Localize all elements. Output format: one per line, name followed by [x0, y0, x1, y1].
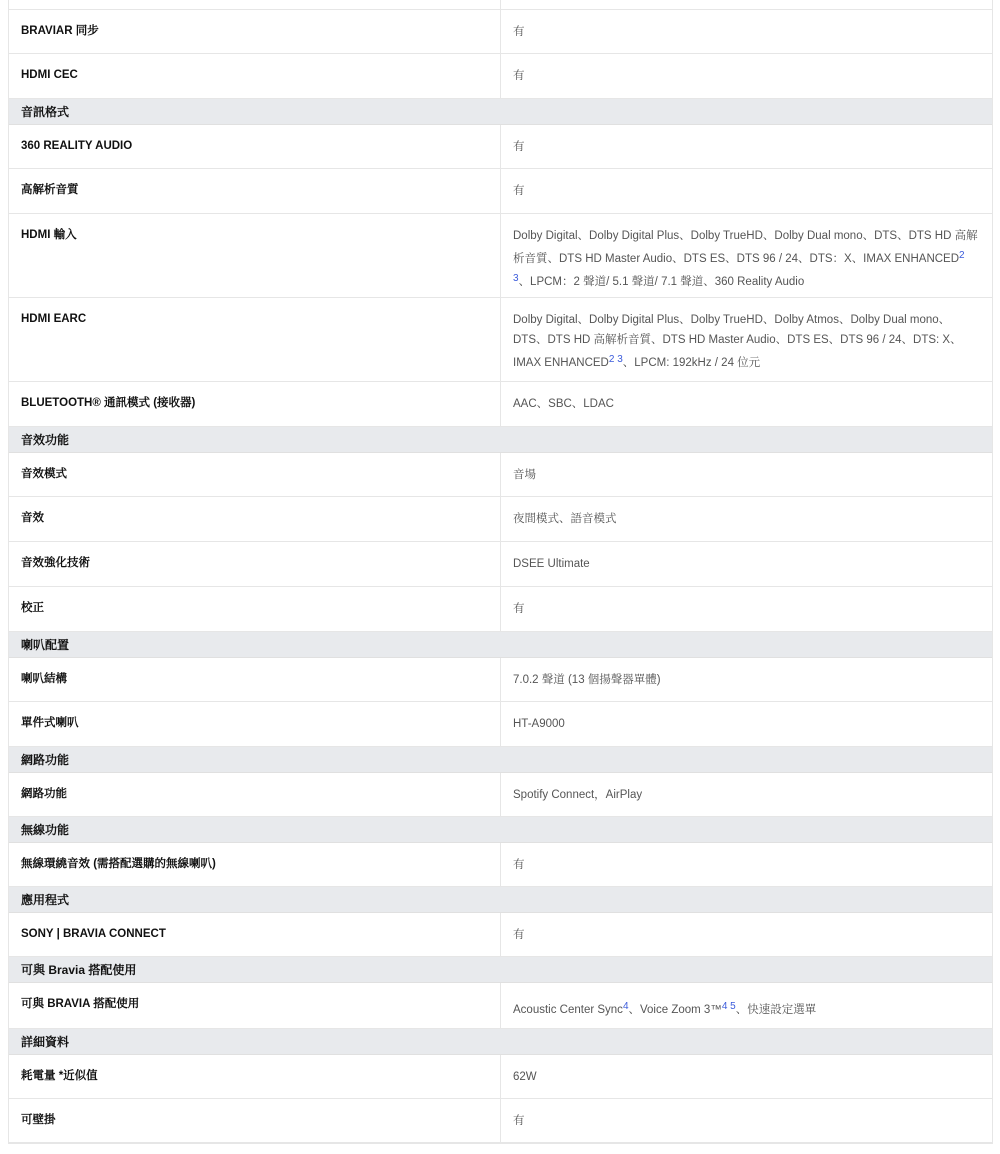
table-row [9, 54, 992, 99]
section-header: 音效功能 [9, 427, 992, 453]
row-value: DSEE Ultimate [513, 558, 590, 570]
row-label: 無線環繞音效 (需搭配選購的無線喇叭) [9, 843, 501, 886]
table-row [9, 298, 992, 382]
row-label: BLUETOOTH® 通訊模式 (接收器) [9, 382, 501, 426]
row-label: 360 REALITY AUDIO [9, 125, 501, 168]
row-value: Spotify Connect，AirPlay [513, 789, 643, 801]
section-header: 喇叭配置 [9, 632, 992, 658]
section-header: 音訊格式 [9, 99, 992, 125]
row-label: HDMI 輸入 [9, 214, 501, 297]
table-row [9, 983, 992, 1029]
row-label: 喇叭結構 [9, 658, 501, 701]
table-row [9, 542, 992, 587]
table-row [9, 702, 992, 747]
section-header: 網路功能 [9, 747, 992, 773]
row-label: HDMI CEC [9, 54, 501, 98]
row-value: 有 [513, 26, 525, 38]
row-label: 高解析音質 [9, 169, 501, 213]
row-value: Dolby Digital、Dolby Digital Plus、Dolby TrueHD、Dolby Atmos、Dolby Dual mono、DTS、DTS HD 高解析音質、DTS HD Master Audio、DTS ES、DTS 96 / 24、DTS: X、IMAX $ENHANCED^{2 3}$、LPCM: 192kHz / 24 位元 [513, 314, 962, 369]
table-row [9, 658, 992, 702]
row-label: 音效強化技術 [9, 542, 501, 586]
footnote-link[interactable]: 2 3 [608, 354, 623, 365]
table-row [9, 913, 992, 957]
row-value: 62W [513, 1071, 537, 1083]
row-label: 單件式喇叭 [9, 702, 501, 746]
row-label: 可壁掛 [9, 1099, 501, 1142]
row-value: 有 [513, 141, 525, 153]
table-row [9, 169, 992, 214]
section-header: 詳細資料 [9, 1029, 992, 1055]
row-value: 有 [513, 70, 525, 82]
row-label: 耗電量 *近似值 [9, 1055, 501, 1098]
row-value: HT-A9000 [513, 718, 565, 730]
footnote-link[interactable]: 4 [622, 1001, 629, 1012]
table-row [9, 1055, 992, 1099]
table-row [9, 773, 992, 817]
row-label: SONY | BRAVIA CONNECT [9, 913, 501, 956]
row-label: 校正 [9, 587, 501, 631]
table-row [9, 382, 992, 427]
table-top-strip [9, 0, 992, 10]
section-header: 無線功能 [9, 817, 992, 843]
row-value: 夜間模式、語音模式 [513, 513, 617, 525]
row-value: 有 [513, 185, 525, 197]
table-row [9, 587, 992, 632]
section-header: 應用程式 [9, 887, 992, 913]
row-label: 可與 BRAVIA 搭配使用 [9, 983, 501, 1028]
row-label: 音效 [9, 497, 501, 541]
row-value: Dolby Digital、Dolby Digital Plus、Dolby TrueHD、Dolby Dual mono、DTS、DTS HD 高解析音質、DTS HD Master Audio、DTS ES、DTS 96 / 24、DTS：X、IMAX $ENHANCED^{2 3}$、LPCM：2 聲道/ 5.1 聲道/ 7.1 聲道、360 Reality Audio [513, 230, 978, 288]
table-row [9, 497, 992, 542]
row-value: 音場 [513, 469, 536, 481]
row-label: HDMI EARC [9, 298, 501, 381]
row-value: 有 [513, 929, 525, 941]
section-header: 可與 Bravia 搭配使用 [9, 957, 992, 983]
row-value: 7.0.2 聲道 (13 個揚聲器單體) [513, 674, 661, 686]
table-row [9, 10, 992, 54]
table-row [9, 843, 992, 887]
row-value: 有 [513, 859, 525, 871]
table-row [9, 453, 992, 497]
row-value: AAC、SBC、LDAC [513, 398, 614, 410]
row-value: Acoustic Center Sync$^4$、Voice Zoom 3™$^{4 5}$、快速設定選單 [513, 1001, 817, 1016]
row-label: 音效模式 [9, 453, 501, 496]
table-row [9, 125, 992, 169]
table-row [9, 214, 992, 298]
row-value: 有 [513, 603, 525, 615]
spec-table [8, 0, 993, 1144]
row-value: 有 [513, 1115, 525, 1127]
row-label: 網路功能 [9, 773, 501, 816]
footnote-link[interactable]: 2 3 [513, 250, 965, 284]
table-row [9, 1099, 992, 1143]
row-label: BRAVIAR 同步 [9, 10, 501, 53]
footnote-link[interactable]: 4 5 [721, 1001, 736, 1012]
